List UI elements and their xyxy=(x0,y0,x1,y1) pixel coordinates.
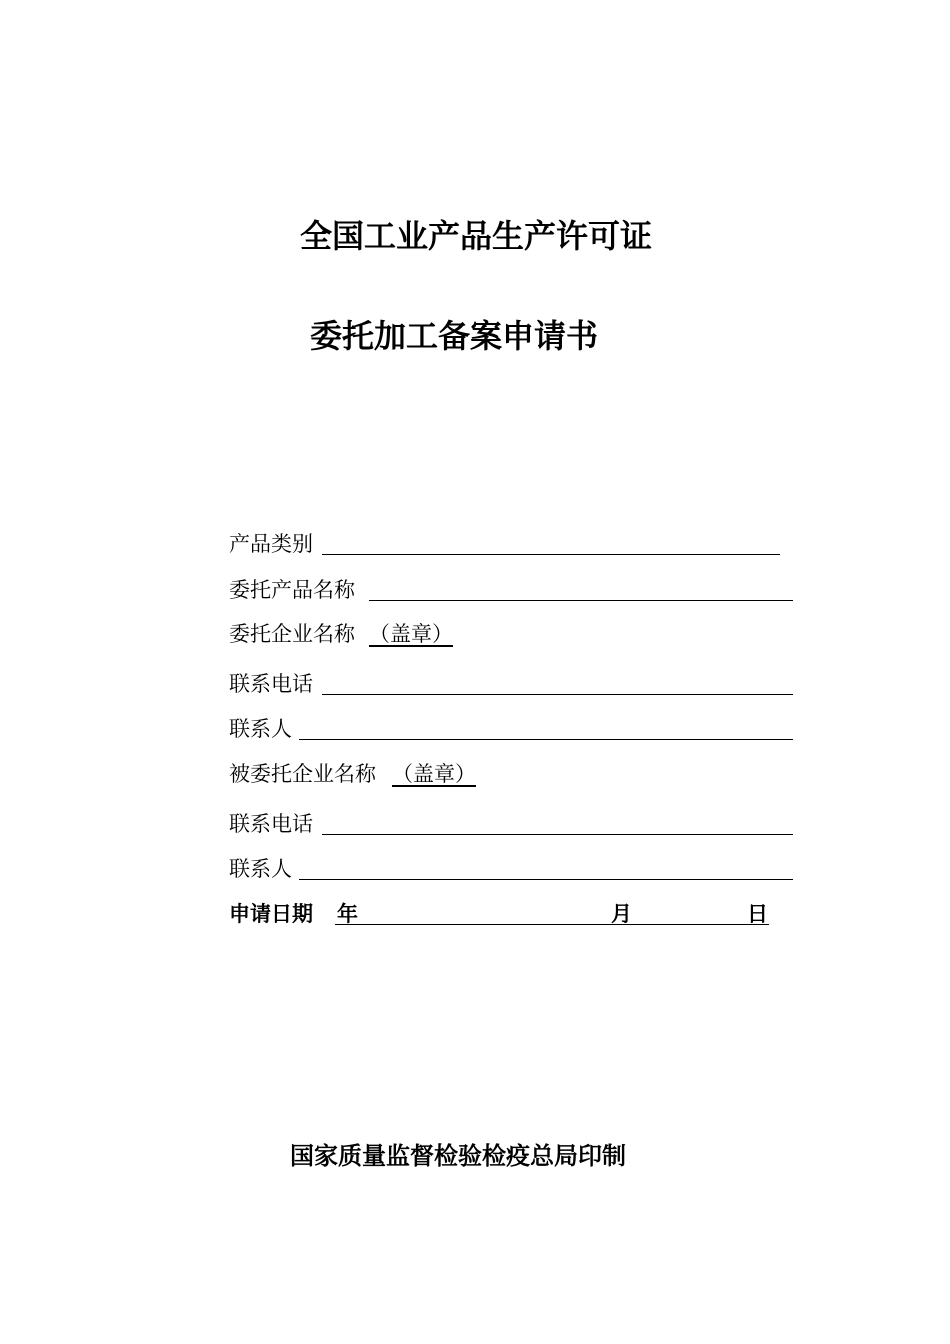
phone-label-1: 联系电话 xyxy=(229,672,313,696)
issuer-footer: 国家质量监督检验检疫总局印制 xyxy=(290,1142,626,1170)
apply-date-year-label: 年 xyxy=(337,902,358,926)
entrusting-company-row xyxy=(229,620,529,648)
phone-field-2[interactable] xyxy=(322,834,793,835)
entrusting-company-seal-note[interactable]: （盖章） xyxy=(369,622,453,646)
product-category-label: 产品类别 xyxy=(229,532,313,556)
contact-label-1: 联系人 xyxy=(229,717,292,741)
apply-date-label: 申请日期 xyxy=(229,902,313,926)
apply-date-row xyxy=(229,900,789,928)
contact-row-1 xyxy=(229,715,799,743)
apply-date-day-label: 日 xyxy=(747,902,768,926)
contact-field-1[interactable] xyxy=(299,739,793,740)
entrusting-company-label: 委托企业名称 xyxy=(229,622,355,646)
entrusted-company-label: 被委托企业名称 xyxy=(229,762,376,786)
entrusted-company-seal-note[interactable]: （盖章） xyxy=(392,762,476,786)
document-title-line-1: 全国工业产品生产许可证 xyxy=(300,217,653,255)
product-category-field[interactable] xyxy=(322,554,780,555)
product-category-row xyxy=(229,530,789,558)
entrusted-company-row xyxy=(229,760,549,788)
contact-row-2 xyxy=(229,855,799,883)
phone-label-2: 联系电话 xyxy=(229,812,313,836)
apply-date-field[interactable] xyxy=(335,924,769,925)
entrusted-product-name-row xyxy=(229,576,799,604)
contact-label-2: 联系人 xyxy=(229,857,292,881)
phone-row-1 xyxy=(229,670,799,698)
contact-field-2[interactable] xyxy=(299,879,793,880)
phone-row-2 xyxy=(229,810,799,838)
entrusted-product-name-field[interactable] xyxy=(369,600,793,601)
phone-field-1[interactable] xyxy=(322,694,793,695)
apply-date-month-label: 月 xyxy=(611,902,632,926)
entrusted-product-name-label: 委托产品名称 xyxy=(229,578,355,602)
document-title-line-2: 委托加工备案申请书 xyxy=(310,317,599,355)
